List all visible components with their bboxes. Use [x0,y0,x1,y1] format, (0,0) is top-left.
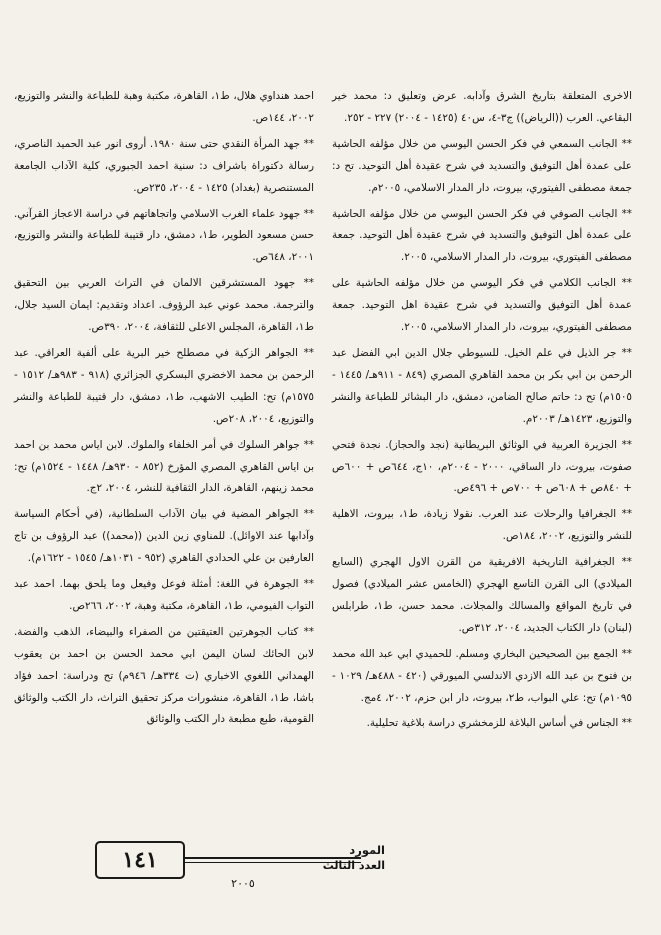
entry-paragraph: ** الجواهر المضية في بيان الآداب السلطانية، (في أحكام السياسة وآدابها عند الاوائل). للمناوي زين الدين ((محمد)) عبد الرؤوف بن تاج العارفين بن علي الحدادي القاهري (٩٥٢ - ١٠٣١هـ/ ١٥٤٥ - ١٦٢٢م). [14,508,314,565]
entry-paragraph: احمد هنداوي هلال، ط١، القاهرة، مكتبة وهبة للطباعة والنشر والتوزيع، ٢٠٠٢، ١٤٤ص. [14,90,314,124]
entry-paragraph: ** الجانب السمعي في فكر الحسن اليوسي من خلال مؤلفه الحاشية على عمدة أهل التوفيق والتسديد في شرح عقيدة أهل التوحيد. تح د: جمعة مصطفى الفيتوري، بيروت، دار المدار الاسلامي، ٢٠٠٥م. [332,137,632,194]
entry-paragraph: ** كتاب الجوهرتين العتيقتين من الصفراء والبيضاء، الذهب والفضة. لابن الحائك لسان اليمن ابي محمد الحسن بن احمد بن يعقوب الهمداني اللغوي الاخباري (ت ٣٣٤هـ/ ٩٤٦م) تح ودراسة: احمد فؤاد باشا، ط١، القاهرة، منشورات مركز تحقيق التراث، دار الكتب والوثائق القومية، طبع مطبعة دار الكتب والوثائق [14,625,314,726]
publication-year: ٢٠٠٥ [231,877,255,890]
entry-paragraph: ** الجغرافيا والرحلات عند العرب. نقولا زيادة، ط١، بيروت، الاهلية للنشر والتوزيع، ٢٠٠٢، ١٨٤ص. [332,508,633,543]
entry-paragraph: ** جهود المستشرقين الالمان في التراث العربي بين التحقيق والترجمة. محمد عوني عبد الرؤوف. اعداد وتقديم: ايمان السيد جلال، ط١، القاهرة، المجلس الاعلى للثقافة، ٢٠٠٤، ٣٩٠ص. [14,277,314,334]
journal-name: المورد [349,843,385,857]
entry-paragraph: ** جواهر السلوك في أمر الخلفاء والملوك. لابن اياس محمد بن احمد بن اياس القاهري المصري المؤرخ (٨٥٢ - ٩٣٠هـ/ ١٤٤٨ - ١٥٢٤م) تح: محمد زينهم، القاهرة، الدار الثقافية للنشر، ٢٠٠٤، ٢ج. [14,438,315,495]
entry-paragraph: ** الجانب الكلامي في فكر اليوسي من خلال مؤلفه الحاشية على عمدة أهل التوفيق والتسديد في شرح عقيدة اهل التوحيد. جمعة مصطفى الفيتوري، بيروت، دار المدار الاسلامي، ٢٠٠٥. [332,277,632,334]
entry-paragraph: ** الجواهر الزكية في مصطلح خير البرية على ألفية العراقي. عبد الرحمن بن محمد الاخضري البسكري الجزائري (٩١٨ - ٩٨٣هـ/ ١٥١٢ - ١٥٧٥م) تح: الطيب الاشهب، ط١، دمشق، دار قتيبة للطباعة والنشر والتوزيع، ٢٠٠٤، ٢٠٨ص. [14,346,314,425]
issue-label: العدد الثالث [322,859,385,872]
entry-paragraph: ** الجانب الصوفي في فكر الحسن اليوسي من خلال مؤلفه الحاشية على عمدة أهل التوفيق والتسديد في شرح عقيدة أهل التوحيد. جمعة مصطفى الفيتوري، بيروت، دار المدار الاسلامي، ٢٠٠٥. [332,207,632,264]
page-number: ١٤١ [95,841,185,879]
entry-paragraph: ** جهود علماء الغرب الاسلامي واتجاهاتهم في دراسة الاعجاز القرآني. حسن مسعود الطوير، ط١، دمشق، دار قتيبة للطباعة والنشر والتوزيع، ٢٠٠١، ٦٤٨ص. [14,207,314,264]
right-column [332,86,632,735]
entry-paragraph: ** جر الذيل في علم الخيل. للسيوطي جلال الدين ابي الفضل عبد الرحمن بن ابي بكر بن محمد القاهري المصري (٨٤٩ - ٩١١هـ/ ١٤٤٥ - ١٥٠٥م) تح د: حاتم صالح الضامن، دمشق، دار البشائر للطباعة والنشر والتوزيع، ١٤٢٣هـ/ ٢٠٠٣م. [332,346,632,425]
left-column [14,86,314,731]
entry-paragraph: ** الجغرافية التاريخية الافريقية من القرن الاول الهجري (السابع الميلادي) الى القرن التاسع الهجري (الخامس عشر الميلادي) فصول في تاريخ المواقع والمسالك والمجلات. محمد حسن، ط١، طرابلس (لبنان) دار الكتاب الجديد، ٢٠٠٤، ٣١٢ص. [332,556,632,634]
entry-paragraph: ** الجزيرة العربية في الوثائق البريطانية (نجد والحجاز). نجدة فتحي صفوت، بيروت، دار الساقي، ٢٠٠٠ - ٢٠٠٤م، ١٠ج، ٦٤٤ص + ٦٠٠ص + ٨٤٠ص + ٦٠٨ص + ٧٠٠ص + ٤٩٦ص. [332,438,632,495]
entry-paragraph: ** الجناس في أساس البلاغة للزمخشري دراسة بلاغية تحليلية. [366,717,632,730]
entry-paragraph: ** جهد المرأة النقدي حتى سنة ١٩٨٠. أروى انور عبد الحميد الناصري، رسالة دكتوراة باشراف د: سنية احمد الجبوري، كلية الآداب الجامعة المستنصرية (بغداد) ١٤٢٥ - ٢٠٠٤، ٢٣٥ص. [14,137,314,194]
page-footer [95,835,385,905]
entry-paragraph: ** الجمع بين الصحيحين البخاري ومسلم. للحميدي ابي عبد الله محمد بن فتوح بن عبد الله الازدي الاندلسي الميورقي (٤٢٠ - ٤٨٨هـ/ ١٠٢٩ - ١٠٩٥م) تح: علي البواب، ط٢، بيروت، دار ابن حزم، ٢٠٠٢، ٤مج. [332,647,632,704]
entry-paragraph: ** الجوهرة في اللغة: أمثلة فوعل وفيعل وما يلحق بهما. احمد عبد التواب الفيومي، ط١، القاهرة، مكتبة وهبة، ٢٠٠٢، ٢٦٦ص. [14,578,314,612]
entry-paragraph: الاخرى المتعلقة بتاريخ الشرق وآدابه. عرض وتعليق د: محمد خير البقاعي. العرب ((الرياض)) ج٣-٤، س٤٠ (١٤٢٥ - ٢٠٠٤) ٢٢٧ - ٢٥٢. [332,90,632,124]
